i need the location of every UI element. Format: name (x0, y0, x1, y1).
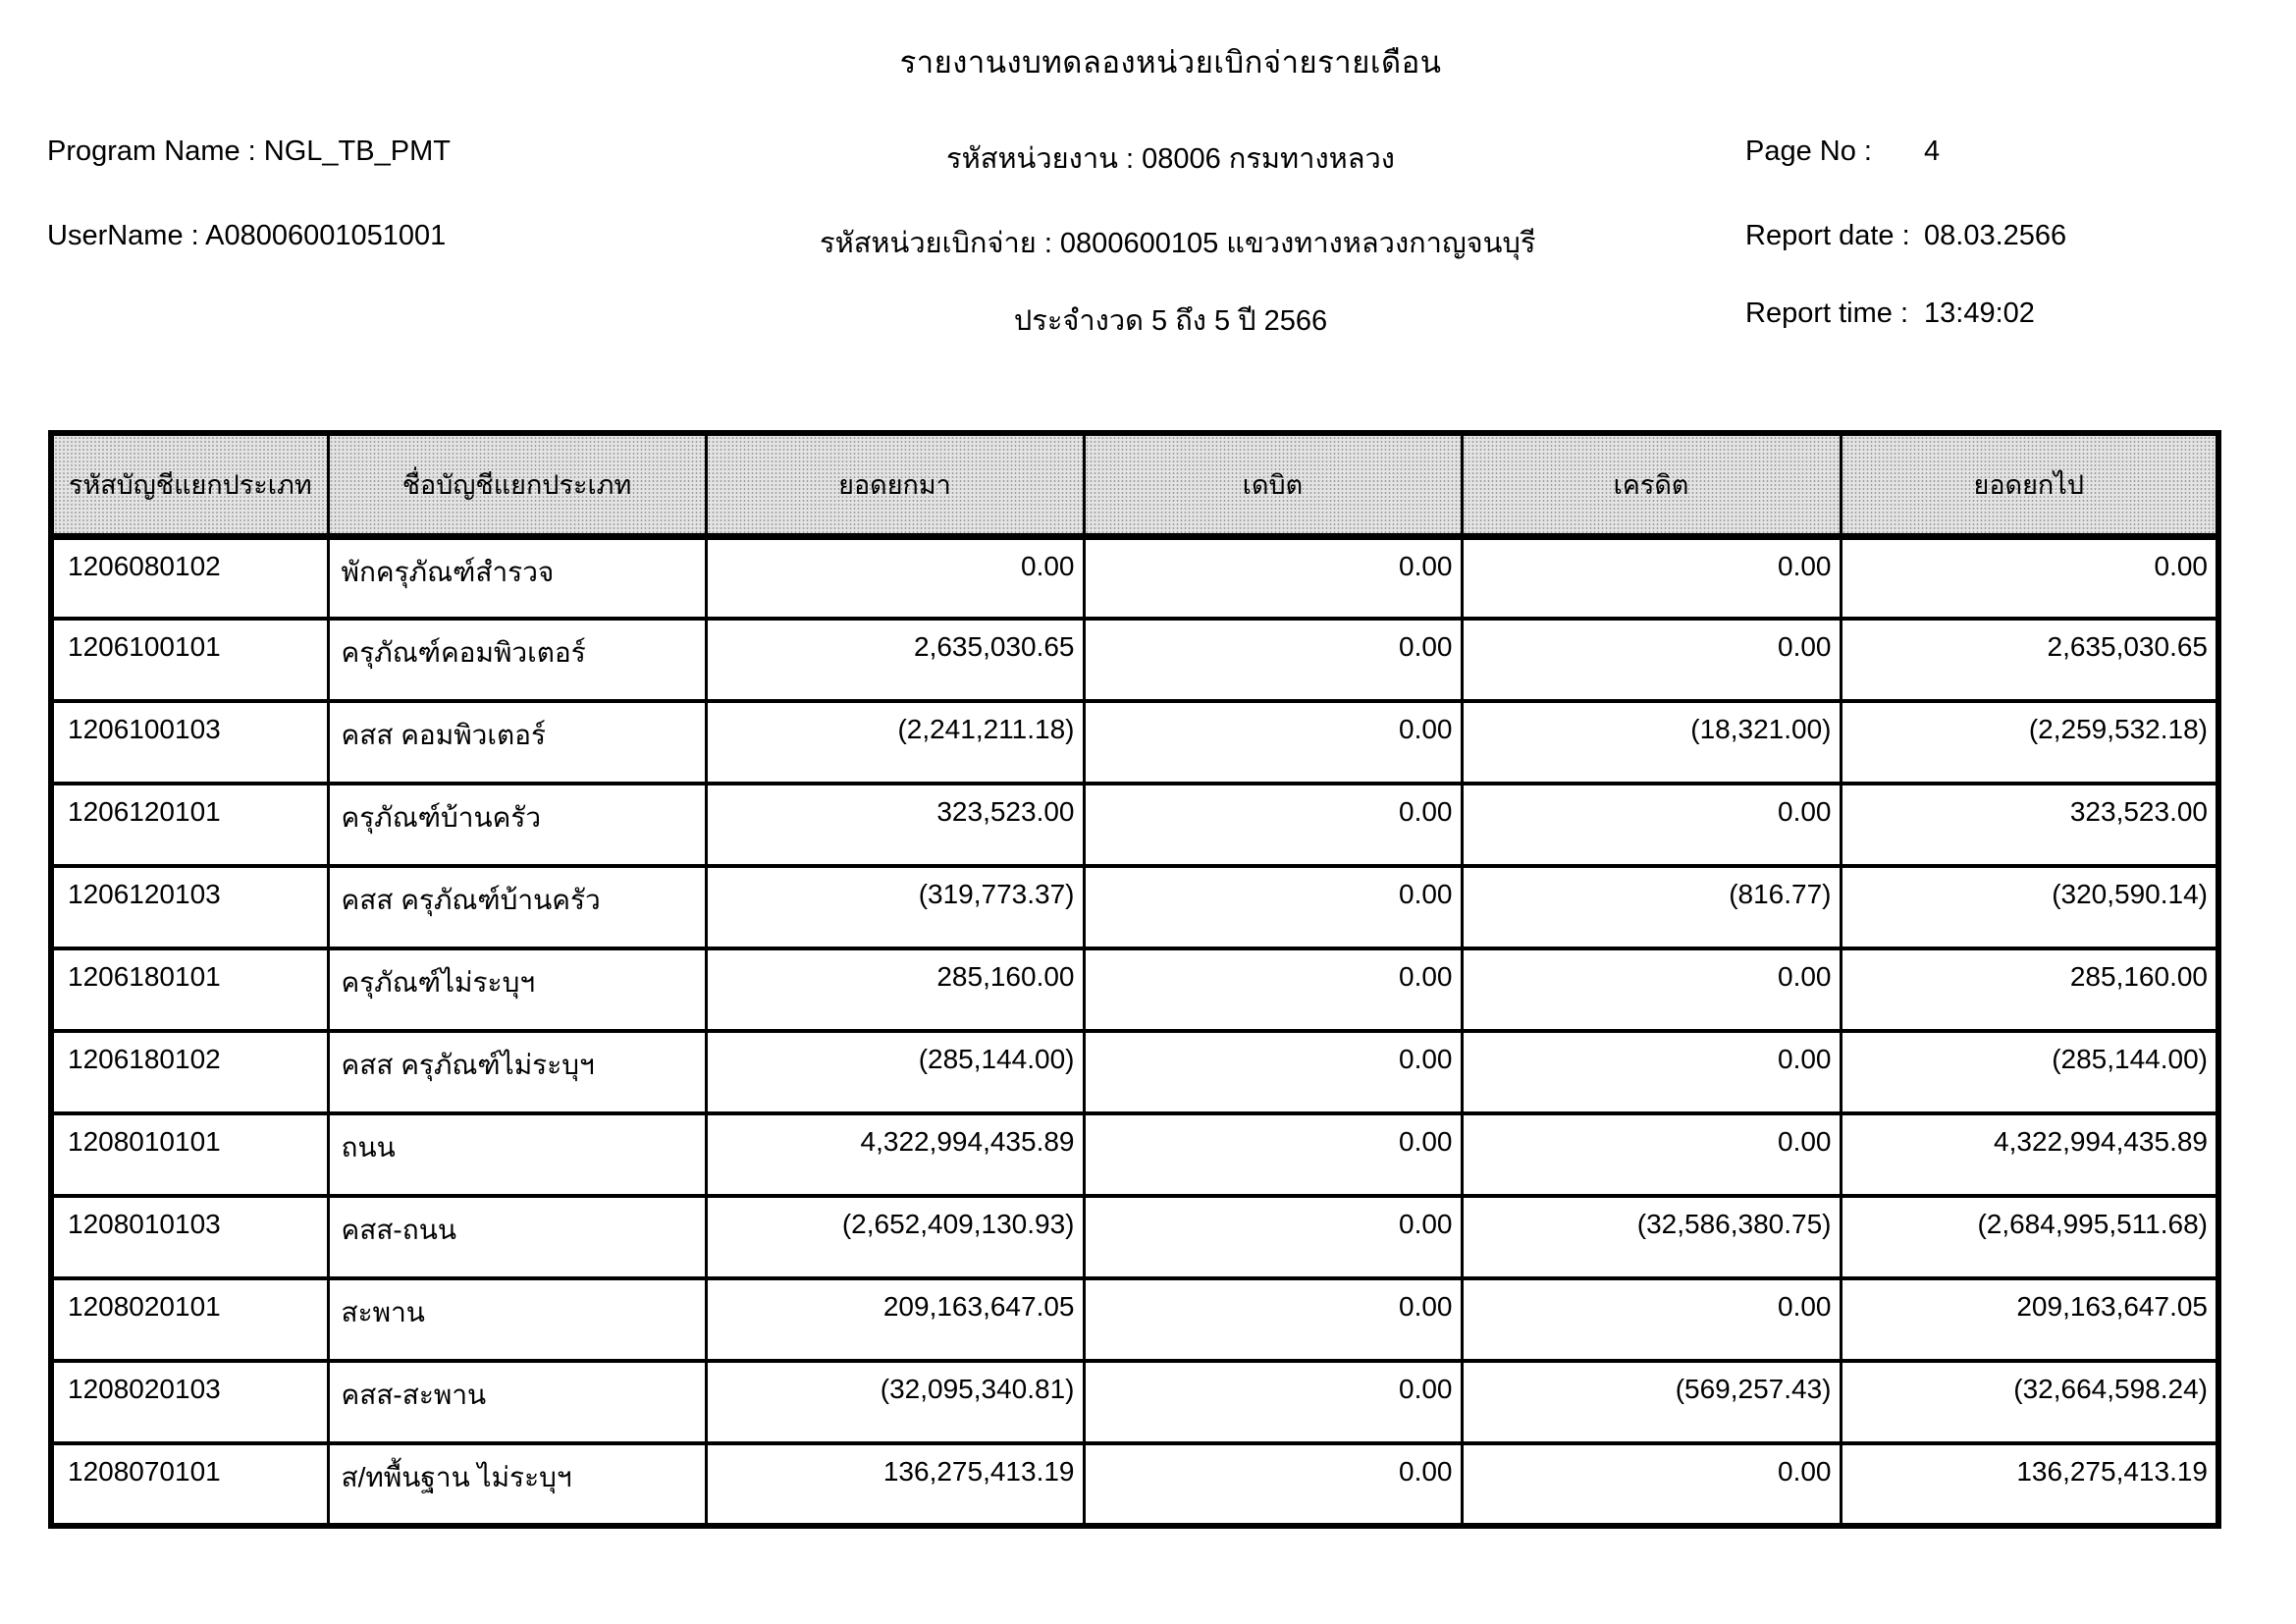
credit-cell: (18,321.00) (1462, 701, 1841, 784)
credit-cell: (32,586,380.75) (1462, 1196, 1841, 1278)
report-period: ประจำงวด 5 ถึง 5 ปี 2566 (1013, 305, 1328, 337)
balance-brought-forward-cell: (319,773.37) (706, 866, 1084, 948)
page-no-label: Page No : (1745, 135, 1872, 167)
balance-carried-forward-cell: 0.00 (1841, 536, 2218, 619)
table-row (51, 866, 2218, 948)
account-code-cell: 1206180102 (51, 1031, 328, 1113)
debit-cell: 0.00 (1084, 1113, 1462, 1196)
table-row (51, 701, 2218, 784)
table-header (51, 433, 2218, 536)
balance-brought-forward-cell: 4,322,994,435.89 (706, 1113, 1084, 1196)
column-header-debit: เดบิต (1084, 433, 1462, 536)
credit-cell: 0.00 (1462, 536, 1841, 619)
column-header-balance-brought-forward: ยอดยกมา (706, 433, 1084, 536)
balance-carried-forward-cell: 136,275,413.19 (1841, 1443, 2218, 1526)
balance-carried-forward-cell: (285,144.00) (1841, 1031, 2218, 1113)
account-name-cell: คสส คอมพิวเตอร์ (328, 701, 706, 784)
table-row (51, 1361, 2218, 1443)
balance-carried-forward-cell: 2,635,030.65 (1841, 619, 2218, 701)
debit-cell: 0.00 (1084, 1443, 1462, 1526)
report-time-label: Report time : (1745, 298, 1908, 329)
credit-cell: 0.00 (1462, 1278, 1841, 1361)
agency-code: รหัสหน่วยงาน : 08006 กรมทางหลวง (946, 143, 1395, 175)
report-title: รายงานงบทดลองหน่วยเบิกจ่ายรายเดือน (899, 45, 1442, 80)
balance-carried-forward-cell: 285,160.00 (1841, 948, 2218, 1031)
debit-cell: 0.00 (1084, 784, 1462, 866)
debit-cell: 0.00 (1084, 701, 1462, 784)
table-row (51, 1278, 2218, 1361)
disbursement-unit-code: รหัสหน่วยเบิกจ่าย : 0800600105 แขวงทางหลวงกาญจนบุรี (820, 228, 1536, 259)
account-name-cell: สะพาน (328, 1278, 706, 1361)
balance-brought-forward-cell: 285,160.00 (706, 948, 1084, 1031)
report-date-label: Report date : (1745, 220, 1910, 251)
balance-brought-forward-cell: (2,652,409,130.93) (706, 1196, 1084, 1278)
balance-brought-forward-cell: (32,095,340.81) (706, 1361, 1084, 1443)
account-code-cell: 1206080102 (51, 536, 328, 619)
report-date-value: 08.03.2566 (1924, 220, 2067, 251)
table-body (51, 536, 2218, 1526)
debit-cell: 0.00 (1084, 1031, 1462, 1113)
credit-cell: 0.00 (1462, 948, 1841, 1031)
credit-cell: 0.00 (1462, 1031, 1841, 1113)
table-row (51, 536, 2218, 619)
account-name-cell: ถนน (328, 1113, 706, 1196)
credit-cell: 0.00 (1462, 784, 1841, 866)
account-name-cell: ส/ทพื้นฐาน ไม่ระบุฯ (328, 1443, 706, 1526)
balance-carried-forward-cell: 209,163,647.05 (1841, 1278, 2218, 1361)
account-name-cell: พักครุภัณฑ์สำรวจ (328, 536, 706, 619)
account-code-cell: 1208020101 (51, 1278, 328, 1361)
account-name-cell: ครุภัณฑ์ไม่ระบุฯ (328, 948, 706, 1031)
debit-cell: 0.00 (1084, 1196, 1462, 1278)
debit-cell: 0.00 (1084, 1278, 1462, 1361)
account-code-cell: 1208010103 (51, 1196, 328, 1278)
debit-cell: 0.00 (1084, 536, 1462, 619)
balance-carried-forward-cell: (32,664,598.24) (1841, 1361, 2218, 1443)
table-row (51, 619, 2218, 701)
column-header-credit: เครดิต (1462, 433, 1841, 536)
account-code-cell: 1206180101 (51, 948, 328, 1031)
balance-carried-forward-cell: (2,684,995,511.68) (1841, 1196, 2218, 1278)
report-time-value: 13:49:02 (1924, 298, 2035, 329)
table-row (51, 1031, 2218, 1113)
trial-balance-table (48, 430, 2221, 1529)
balance-carried-forward-cell: (320,590.14) (1841, 866, 2218, 948)
account-code-cell: 1208010101 (51, 1113, 328, 1196)
username: UserName : A08006001051001 (47, 220, 447, 251)
table-row (51, 1113, 2218, 1196)
program-name: Program Name : NGL_TB_PMT (47, 135, 451, 167)
account-name-cell: คสส ครุภัณฑ์บ้านครัว (328, 866, 706, 948)
table-row (51, 1196, 2218, 1278)
account-name-cell: คสส-สะพาน (328, 1361, 706, 1443)
account-name-cell: ครุภัณฑ์บ้านครัว (328, 784, 706, 866)
debit-cell: 0.00 (1084, 866, 1462, 948)
balance-brought-forward-cell: (2,241,211.18) (706, 701, 1084, 784)
account-code-cell: 1208020103 (51, 1361, 328, 1443)
account-code-cell: 1206100103 (51, 701, 328, 784)
account-name-cell: คสส-ถนน (328, 1196, 706, 1278)
account-code-cell: 1206100101 (51, 619, 328, 701)
credit-cell: (816.77) (1462, 866, 1841, 948)
balance-brought-forward-cell: 136,275,413.19 (706, 1443, 1084, 1526)
balance-brought-forward-cell: 323,523.00 (706, 784, 1084, 866)
account-name-cell: ครุภัณฑ์คอมพิวเตอร์ (328, 619, 706, 701)
column-header-balance-carried-forward: ยอดยกไป (1841, 433, 2218, 536)
balance-brought-forward-cell: 2,635,030.65 (706, 619, 1084, 701)
column-header-account-name: ชื่อบัญชีแยกประเภท (328, 433, 706, 536)
page-no-value: 4 (1924, 135, 1941, 167)
balance-carried-forward-cell: 4,322,994,435.89 (1841, 1113, 2218, 1196)
credit-cell: 0.00 (1462, 619, 1841, 701)
credit-cell: 0.00 (1462, 1113, 1841, 1196)
column-header-account-code: รหัสบัญชีแยกประเภท (51, 433, 328, 536)
account-code-cell: 1208070101 (51, 1443, 328, 1526)
table-row (51, 1443, 2218, 1526)
debit-cell: 0.00 (1084, 619, 1462, 701)
table-header-row (51, 433, 2218, 536)
table-row (51, 948, 2218, 1031)
table-row (51, 784, 2218, 866)
balance-carried-forward-cell: 323,523.00 (1841, 784, 2218, 866)
credit-cell: 0.00 (1462, 1443, 1841, 1526)
account-name-cell: คสส ครุภัณฑ์ไม่ระบุฯ (328, 1031, 706, 1113)
debit-cell: 0.00 (1084, 1361, 1462, 1443)
account-code-cell: 1206120103 (51, 866, 328, 948)
balance-carried-forward-cell: (2,259,532.18) (1841, 701, 2218, 784)
account-code-cell: 1206120101 (51, 784, 328, 866)
debit-cell: 0.00 (1084, 948, 1462, 1031)
balance-brought-forward-cell: 209,163,647.05 (706, 1278, 1084, 1361)
credit-cell: (569,257.43) (1462, 1361, 1841, 1443)
balance-brought-forward-cell: 0.00 (706, 536, 1084, 619)
balance-brought-forward-cell: (285,144.00) (706, 1031, 1084, 1113)
